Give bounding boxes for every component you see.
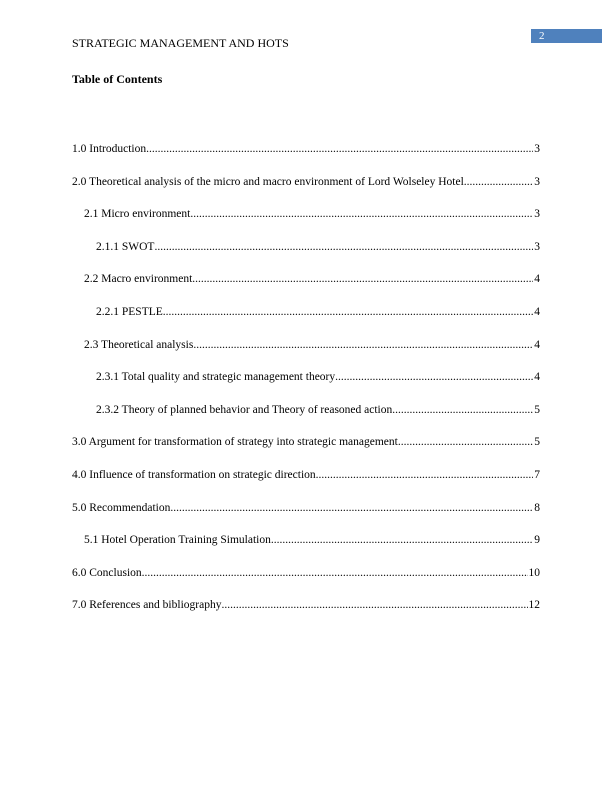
toc-entry-label: 7.0 References and bibliography: [72, 599, 222, 612]
toc-entry-label: 5.1 Hotel Operation Training Simulation: [84, 534, 271, 547]
dot-leader: [163, 306, 533, 318]
toc-title: Table of Contents: [72, 72, 163, 86]
toc-entry[interactable]: [72, 339, 540, 372]
toc-entry[interactable]: [72, 241, 540, 274]
dot-leader: [146, 143, 533, 155]
toc-entry[interactable]: [72, 534, 540, 567]
toc-entry[interactable]: [72, 567, 540, 600]
toc-entry-page: 4: [534, 338, 540, 351]
toc-entry[interactable]: [72, 599, 540, 632]
toc-entry-label: 2.3.1 Total quality and strategic management theory: [96, 371, 336, 384]
toc-entry-label: 2.0 Theoretical analysis of the micro and macro environment of Lord Wolseley Hotel: [72, 175, 464, 188]
dot-leader: [392, 404, 533, 416]
toc-entry-page: 8: [534, 501, 540, 514]
dot-leader: [316, 469, 534, 481]
dot-leader: [398, 436, 533, 448]
toc-entry-label: 6.0 Conclusion: [72, 566, 142, 579]
toc-entry-page: 7: [534, 468, 540, 481]
toc-entry-label: 5.0 Recommendation: [72, 501, 171, 514]
running-head: STRATEGIC MANAGEMENT AND HOTS: [72, 36, 289, 50]
toc-entry-label: 2.1 Micro environment: [84, 208, 191, 221]
toc-entry[interactable]: [72, 273, 540, 306]
dot-leader: [464, 176, 533, 188]
toc-entry-page: 10: [528, 566, 540, 579]
toc-entry-label: 2.2.1 PESTLE: [96, 305, 163, 318]
dot-leader: [142, 567, 528, 579]
toc-entry-page: 5: [534, 403, 540, 416]
toc-entry-page: 12: [528, 599, 540, 612]
dot-leader: [193, 339, 533, 351]
toc-entry-page: 3: [534, 175, 540, 188]
toc-entry[interactable]: [72, 371, 540, 404]
toc-entry[interactable]: [72, 208, 540, 241]
toc-entry-label: 1.0 Introduction: [72, 143, 147, 155]
toc-entry-page: 3: [534, 143, 540, 155]
table-of-contents: [72, 143, 540, 632]
toc-entry-page: 4: [534, 371, 540, 384]
toc-entry-page: 4: [534, 273, 540, 286]
toc-entry[interactable]: [72, 469, 540, 502]
page-number-badge: 2: [531, 29, 602, 43]
toc-entry[interactable]: [72, 176, 540, 209]
toc-entry-page: 4: [534, 305, 540, 318]
toc-entry-page: 3: [534, 208, 540, 221]
dot-leader: [190, 208, 533, 220]
toc-entry-page: 3: [534, 240, 540, 253]
toc-entry-page: 9: [534, 534, 540, 547]
toc-entry[interactable]: [72, 502, 540, 535]
toc-entry-label: 4.0 Influence of transformation on strategic direction: [72, 468, 316, 481]
toc-entry-label: 3.0 Argument for transformation of strategy into strategic management: [72, 436, 398, 449]
toc-entry-label: 2.3.2 Theory of planned behavior and Theory of reasoned action: [96, 403, 393, 416]
dot-leader: [271, 534, 533, 546]
dot-leader: [221, 599, 527, 611]
toc-entry-label: 2.2 Macro environment: [84, 273, 193, 286]
toc-entry[interactable]: [72, 306, 540, 339]
toc-entry-page: 5: [534, 436, 540, 449]
dot-leader: [335, 371, 533, 383]
toc-entry-label: 2.1.1 SWOT: [96, 240, 155, 253]
toc-entry[interactable]: [72, 404, 540, 437]
toc-entry[interactable]: [72, 436, 540, 469]
dot-leader: [170, 502, 533, 514]
toc-entry-label: 2.3 Theoretical analysis: [84, 338, 194, 351]
dot-leader: [192, 273, 533, 285]
toc-entry[interactable]: [72, 143, 540, 176]
dot-leader: [154, 241, 533, 253]
